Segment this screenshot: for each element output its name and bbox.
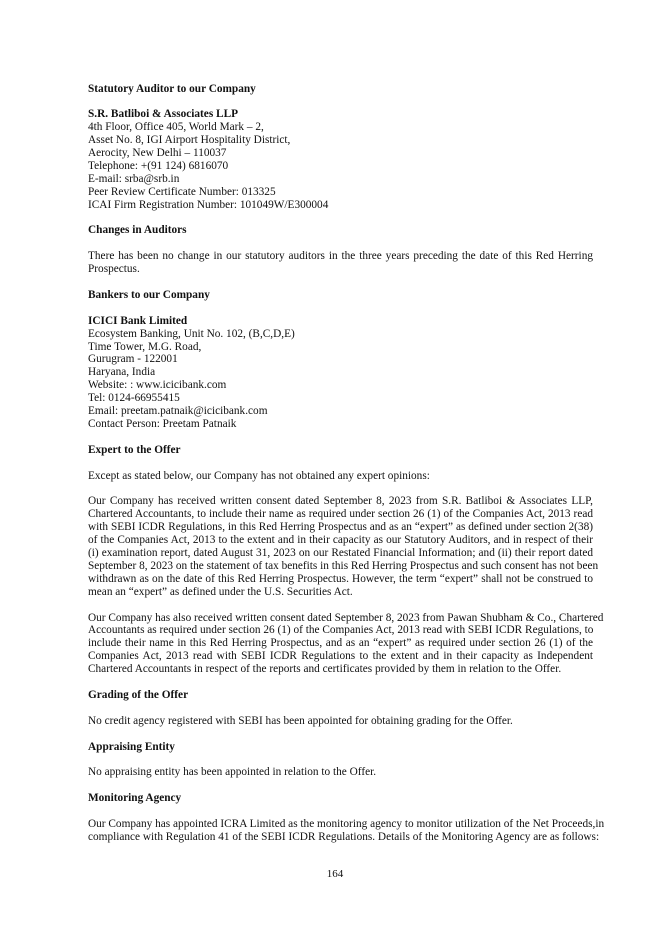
appraising-heading: Appraising Entity <box>88 740 175 753</box>
monitoring-heading: Monitoring Agency <box>88 792 182 805</box>
address-line: Aerocity, New Delhi – 110037 <box>88 147 227 160</box>
text-line: with SEBI ICDR Regulations, in this Red Herring Prospectus and as an “expert” as defined under section 2(38) <box>88 521 593 534</box>
changes-in-auditors-heading: Changes in Auditors <box>88 224 187 237</box>
address-line: Gurugram - 122001 <box>88 353 178 366</box>
bankers-heading: Bankers to our Company <box>88 288 210 301</box>
address-line: Email: preetam.patnaik@icicibank.com <box>88 405 268 418</box>
text-line: Prospectus. <box>88 263 140 276</box>
address-line: Tel: 0124-66955415 <box>88 392 180 405</box>
text-line: September 8, 2023 on the statement of tax benefits in this Red Herring Prospectus and such consent has not been <box>88 559 599 572</box>
statutory-auditor-address <box>88 108 593 211</box>
text-line: Except as stated below, our Company has not obtained any expert opinions: <box>88 469 430 482</box>
expert-consent-auditor <box>88 495 599 598</box>
address-line: Ecosystem Banking, Unit No. 102, (B,C,D,E) <box>88 327 295 340</box>
page-number: 164 <box>326 867 344 880</box>
expert-heading: Expert to the Offer <box>88 443 181 456</box>
text-line: No appraising entity has been appointed in relation to the Offer. <box>88 766 377 779</box>
text-line: Chartered Accountants, to include their name as required under section 26 (1) of the Companies Act, 2013 read <box>88 508 593 521</box>
appraising-text <box>88 766 593 779</box>
address-line: 4th Floor, Office 405, World Mark – 2, <box>88 121 264 134</box>
entity-name: S.R. Batliboi & Associates LLP <box>88 108 239 121</box>
address-line: ICAI Firm Registration Number: 101049W/E300004 <box>88 198 329 211</box>
monitoring-text <box>88 817 605 844</box>
text-line: No credit agency registered with SEBI has been appointed for obtaining grading for the Offer. <box>88 714 513 727</box>
address-line: Peer Review Certificate Number: 013325 <box>88 185 276 198</box>
text-line: Our Company has appointed ICRA Limited as the monitoring agency to monitor utilization of the Net Proceeds,in <box>88 817 605 830</box>
text-line: compliance with Regulation 41 of the SEBI ICDR Regulations. Details of the Monitoring Agency are as follows: <box>88 830 600 843</box>
text-line: Companies Act, 2013 read with SEBI ICDR Regulations to the extent and in their capacity as Independent <box>88 650 593 663</box>
address-line: Website: : www.icicibank.com <box>88 379 227 392</box>
expert-intro <box>88 470 593 483</box>
address-line: Telephone: +(91 124) 6816070 <box>88 159 229 172</box>
text-line: Our Company has received written consent dated September 8, 2023 from S.R. Batliboi & Associates LLP, <box>88 495 593 508</box>
address-line: Time Tower, M.G. Road, <box>88 340 202 353</box>
address-line: Contact Person: Preetam Patnaik <box>88 417 237 430</box>
text-line: Chartered Accountants in respect of the reports and certificates provided by them in relation to the Offer. <box>88 663 562 676</box>
statutory-auditor-heading: Statutory Auditor to our Company <box>88 82 256 95</box>
address-line: Asset No. 8, IGI Airport Hospitality District, <box>88 134 291 147</box>
text-line: Accountants as required under section 26 (1) of the Companies Act, 2013 read with SEBI ICDR Regulations, to <box>88 624 594 637</box>
expert-consent-independent <box>88 611 604 677</box>
changes-in-auditors-text <box>88 250 593 276</box>
grading-heading: Grading of the Offer <box>88 688 189 701</box>
text-line: (i) examination report, dated August 31, 2023 on our Restated Financial Information; and (ii) their report dated <box>88 547 593 559</box>
text-line: withdrawn as on the date of this Red Herring Prospectus. However, the term “expert” shall not be construed to <box>88 572 593 585</box>
address-line: E-mail: srba@srb.in <box>88 172 180 185</box>
document-page <box>88 0 605 921</box>
text-line: include their name in this Red Herring Prospectus, and as an “expert” as required under section 26 (1) of the <box>88 637 593 650</box>
address-line: Haryana, India <box>88 366 156 379</box>
document-body <box>88 82 605 844</box>
grading-text <box>88 715 593 728</box>
text-line: mean an “expert” as defined under the U.S. Securities Act. <box>88 585 353 598</box>
entity-name: ICICI Bank Limited <box>88 314 188 327</box>
text-line: of the Companies Act, 2013 to the extent and in their capacity as our Statutory Auditors, and in respect of their <box>88 534 593 547</box>
text-line: Our Company has also received written consent dated September 8, 2023 from Pawan Shubham & Co., Chartered <box>88 611 604 624</box>
bankers-address <box>88 315 593 431</box>
text-line: There has been no change in our statutory auditors in the three years preceding the date of this Red Herring <box>88 250 593 263</box>
